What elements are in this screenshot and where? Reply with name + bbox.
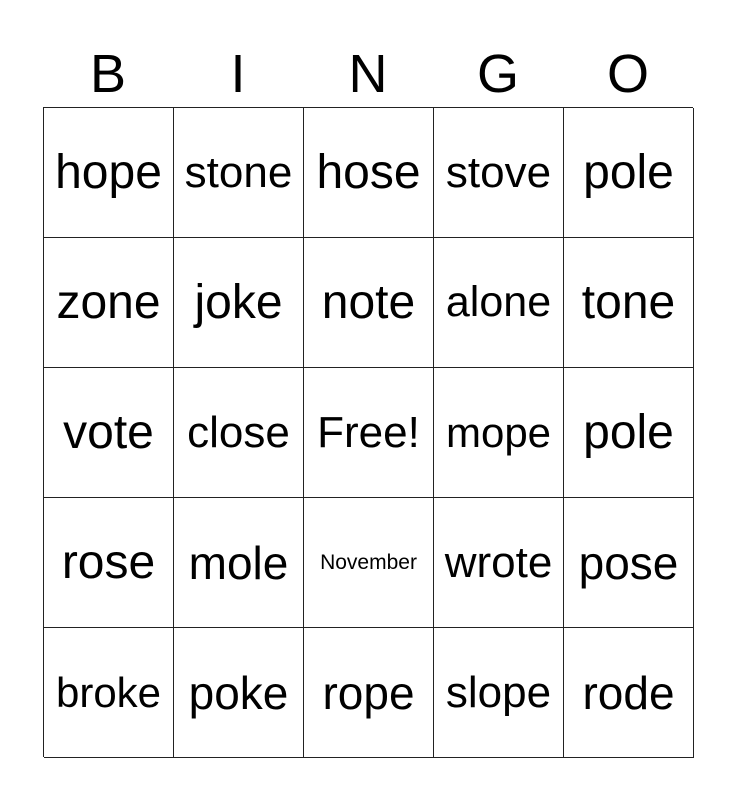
bingo-cell[interactable]: hope [44, 108, 174, 238]
bingo-cell[interactable]: vote [44, 368, 174, 498]
header-letter-b: B [89, 44, 127, 104]
bingo-cell[interactable]: wrote [434, 498, 564, 628]
bingo-cell[interactable]: rose [44, 498, 174, 628]
free-space-cell[interactable]: Free! [304, 368, 434, 498]
bingo-cell[interactable]: poke [174, 628, 304, 758]
bingo-cell[interactable]: mole [174, 498, 304, 628]
bingo-header [43, 40, 693, 108]
bingo-cell[interactable]: joke [174, 238, 304, 368]
bingo-cell[interactable]: close [174, 368, 304, 498]
bingo-cell[interactable]: pole [564, 108, 694, 238]
bingo-cell[interactable]: broke [44, 628, 174, 758]
bingo-cell[interactable]: slope [434, 628, 564, 758]
bingo-cell[interactable]: hose [304, 108, 434, 238]
bingo-cell[interactable]: pose [564, 498, 694, 628]
bingo-cell[interactable]: alone [434, 238, 564, 368]
bingo-cell[interactable]: mope [434, 368, 564, 498]
header-letter-g: G [476, 44, 519, 104]
header-letter-i: I [230, 44, 246, 104]
bingo-cell[interactable]: stone [174, 108, 304, 238]
bingo-cell[interactable]: stove [434, 108, 564, 238]
header-letter-n: N [348, 44, 388, 104]
bingo-cell[interactable]: zone [44, 238, 174, 368]
bingo-cell[interactable]: pole [564, 368, 694, 498]
bingo-board [43, 107, 693, 757]
bingo-cell[interactable]: November [304, 498, 434, 628]
header-letter-o: O [606, 44, 649, 104]
bingo-cell[interactable]: rope [304, 628, 434, 758]
bingo-cell[interactable]: note [304, 238, 434, 368]
bingo-cell[interactable]: rode [564, 628, 694, 758]
bingo-cell[interactable]: tone [564, 238, 694, 368]
